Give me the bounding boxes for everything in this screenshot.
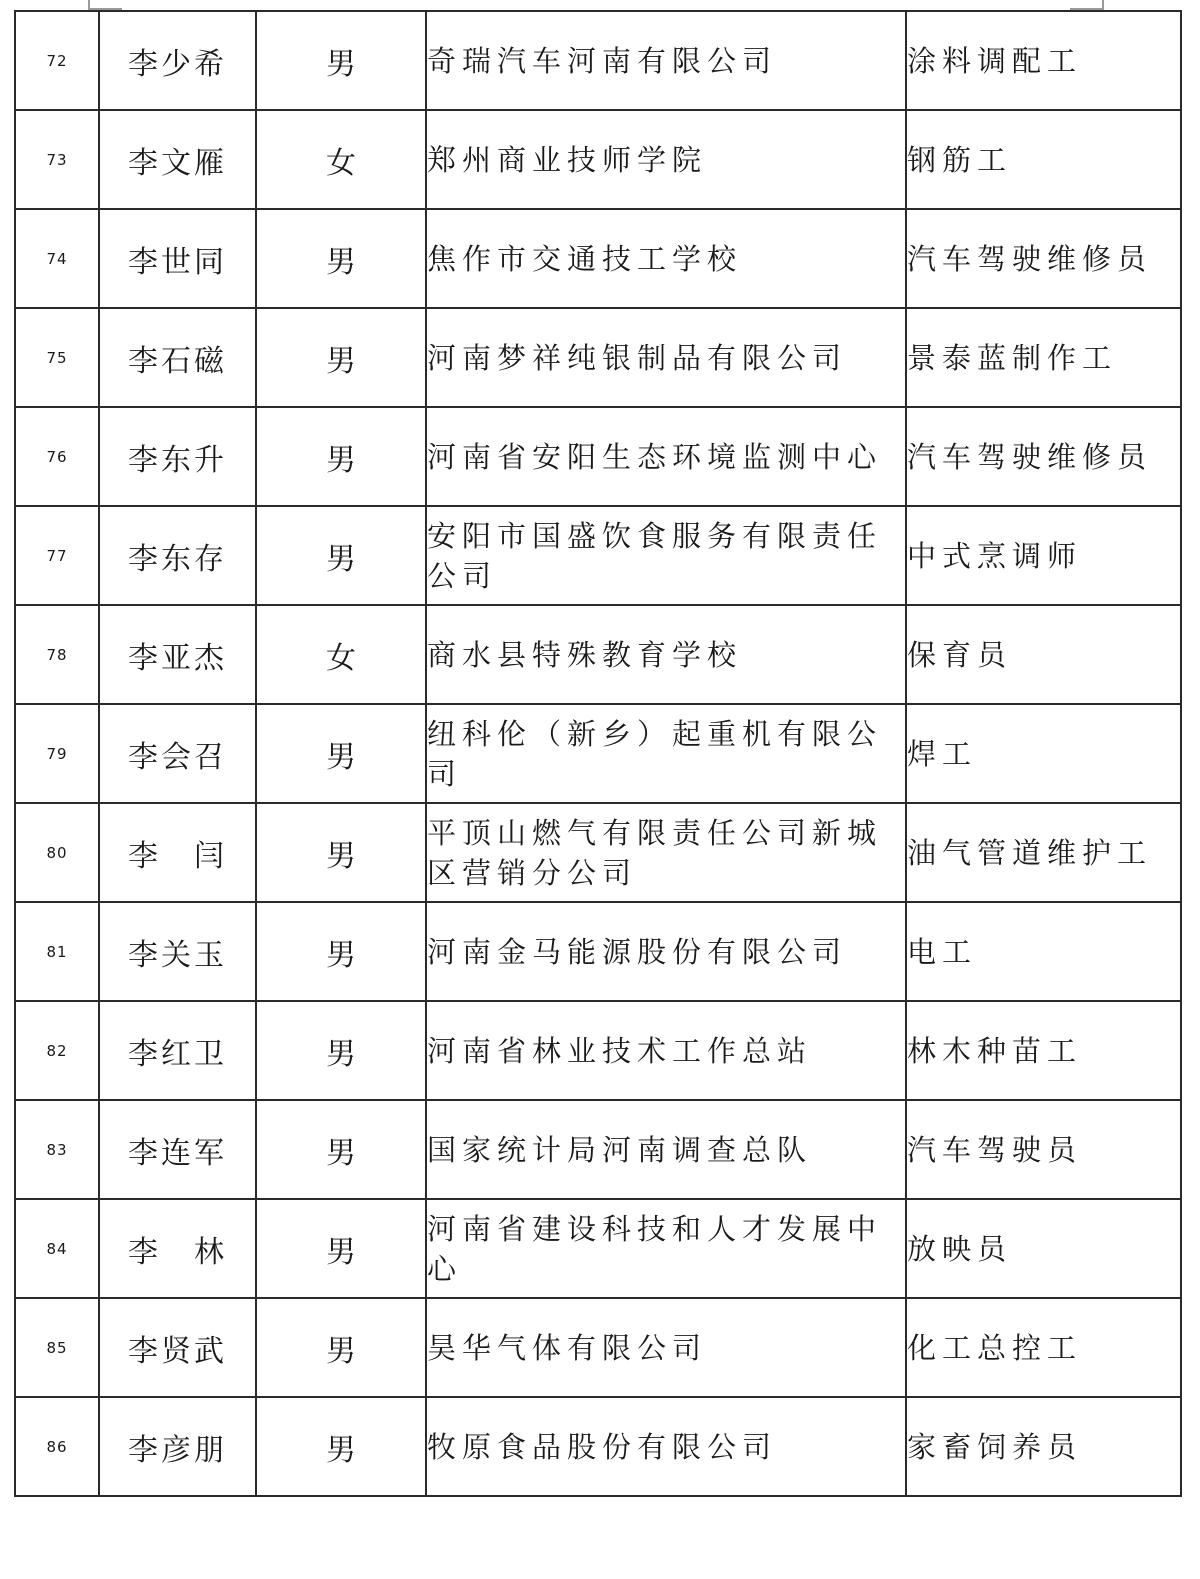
table-row xyxy=(15,308,1181,407)
gender: 男 xyxy=(256,1298,426,1397)
occupation: 钢筋工 xyxy=(906,110,1181,209)
work-unit: 牧原食品股份有限公司 xyxy=(426,1397,906,1496)
person-name: 李贤武 xyxy=(99,1298,256,1397)
gender: 女 xyxy=(256,110,426,209)
occupation: 林木种苗工 xyxy=(906,1001,1181,1100)
table-row xyxy=(15,1199,1181,1298)
occupation: 保育员 xyxy=(906,605,1181,704)
table-row xyxy=(15,110,1181,209)
person-name: 李东存 xyxy=(99,506,256,605)
work-unit: 河南省林业技术工作总站 xyxy=(426,1001,906,1100)
row-number: 73 xyxy=(15,110,99,209)
row-number: 81 xyxy=(15,902,99,1001)
occupation: 化工总控工 xyxy=(906,1298,1181,1397)
gender: 男 xyxy=(256,506,426,605)
gender: 女 xyxy=(256,605,426,704)
table-row xyxy=(15,704,1181,803)
crop-mark-right xyxy=(1070,0,1104,10)
person-name: 李关玉 xyxy=(99,902,256,1001)
work-unit: 昊华气体有限公司 xyxy=(426,1298,906,1397)
row-number: 86 xyxy=(15,1397,99,1496)
person-name: 李东升 xyxy=(99,407,256,506)
work-unit: 郑州商业技师学院 xyxy=(426,110,906,209)
gender: 男 xyxy=(256,704,426,803)
row-number: 72 xyxy=(15,11,99,110)
gender: 男 xyxy=(256,209,426,308)
occupation: 焊工 xyxy=(906,704,1181,803)
table-row xyxy=(15,902,1181,1001)
person-name: 李世同 xyxy=(99,209,256,308)
work-unit: 安阳市国盛饮食服务有限责任公司 xyxy=(426,506,906,605)
gender: 男 xyxy=(256,308,426,407)
row-number: 80 xyxy=(15,803,99,902)
row-number: 85 xyxy=(15,1298,99,1397)
row-number: 74 xyxy=(15,209,99,308)
person-name: 李少希 xyxy=(99,11,256,110)
person-name: 李红卫 xyxy=(99,1001,256,1100)
work-unit: 纽科伦（新乡）起重机有限公司 xyxy=(426,704,906,803)
gender: 男 xyxy=(256,803,426,902)
gender: 男 xyxy=(256,902,426,1001)
work-unit: 焦作市交通技工学校 xyxy=(426,209,906,308)
person-name: 李文雁 xyxy=(99,110,256,209)
row-number: 78 xyxy=(15,605,99,704)
work-unit: 平顶山燃气有限责任公司新城区营销分公司 xyxy=(426,803,906,902)
work-unit: 河南梦祥纯银制品有限公司 xyxy=(426,308,906,407)
gender: 男 xyxy=(256,11,426,110)
crop-mark-left xyxy=(88,0,122,10)
person-name: 李 闫 xyxy=(99,803,256,902)
gender: 男 xyxy=(256,1397,426,1496)
occupation: 放映员 xyxy=(906,1199,1181,1298)
table-row xyxy=(15,506,1181,605)
person-name: 李彦朋 xyxy=(99,1397,256,1496)
table-row xyxy=(15,605,1181,704)
person-name: 李亚杰 xyxy=(99,605,256,704)
occupation: 汽车驾驶员 xyxy=(906,1100,1181,1199)
gender: 男 xyxy=(256,1100,426,1199)
gender: 男 xyxy=(256,1199,426,1298)
table-row xyxy=(15,209,1181,308)
person-name: 李 林 xyxy=(99,1199,256,1298)
table-row xyxy=(15,803,1181,902)
row-number: 79 xyxy=(15,704,99,803)
occupation: 油气管道维护工 xyxy=(906,803,1181,902)
row-number: 76 xyxy=(15,407,99,506)
table-row xyxy=(15,11,1181,110)
work-unit: 国家统计局河南调查总队 xyxy=(426,1100,906,1199)
row-number: 83 xyxy=(15,1100,99,1199)
work-unit: 商水县特殊教育学校 xyxy=(426,605,906,704)
row-number: 75 xyxy=(15,308,99,407)
gender: 男 xyxy=(256,1001,426,1100)
roster-table xyxy=(14,10,1182,1497)
occupation: 景泰蓝制作工 xyxy=(906,308,1181,407)
occupation: 汽车驾驶维修员 xyxy=(906,209,1181,308)
table-row xyxy=(15,407,1181,506)
work-unit: 河南金马能源股份有限公司 xyxy=(426,902,906,1001)
work-unit: 河南省安阳生态环境监测中心 xyxy=(426,407,906,506)
gender: 男 xyxy=(256,407,426,506)
person-name: 李石磁 xyxy=(99,308,256,407)
row-number: 82 xyxy=(15,1001,99,1100)
person-name: 李会召 xyxy=(99,704,256,803)
table-row xyxy=(15,1100,1181,1199)
table-row xyxy=(15,1397,1181,1496)
occupation: 涂料调配工 xyxy=(906,11,1181,110)
row-number: 77 xyxy=(15,506,99,605)
occupation: 家畜饲养员 xyxy=(906,1397,1181,1496)
occupation: 中式烹调师 xyxy=(906,506,1181,605)
occupation: 汽车驾驶维修员 xyxy=(906,407,1181,506)
table-row xyxy=(15,1298,1181,1397)
table-row xyxy=(15,1001,1181,1100)
person-name: 李连军 xyxy=(99,1100,256,1199)
work-unit: 奇瑞汽车河南有限公司 xyxy=(426,11,906,110)
row-number: 84 xyxy=(15,1199,99,1298)
occupation: 电工 xyxy=(906,902,1181,1001)
work-unit: 河南省建设科技和人才发展中心 xyxy=(426,1199,906,1298)
